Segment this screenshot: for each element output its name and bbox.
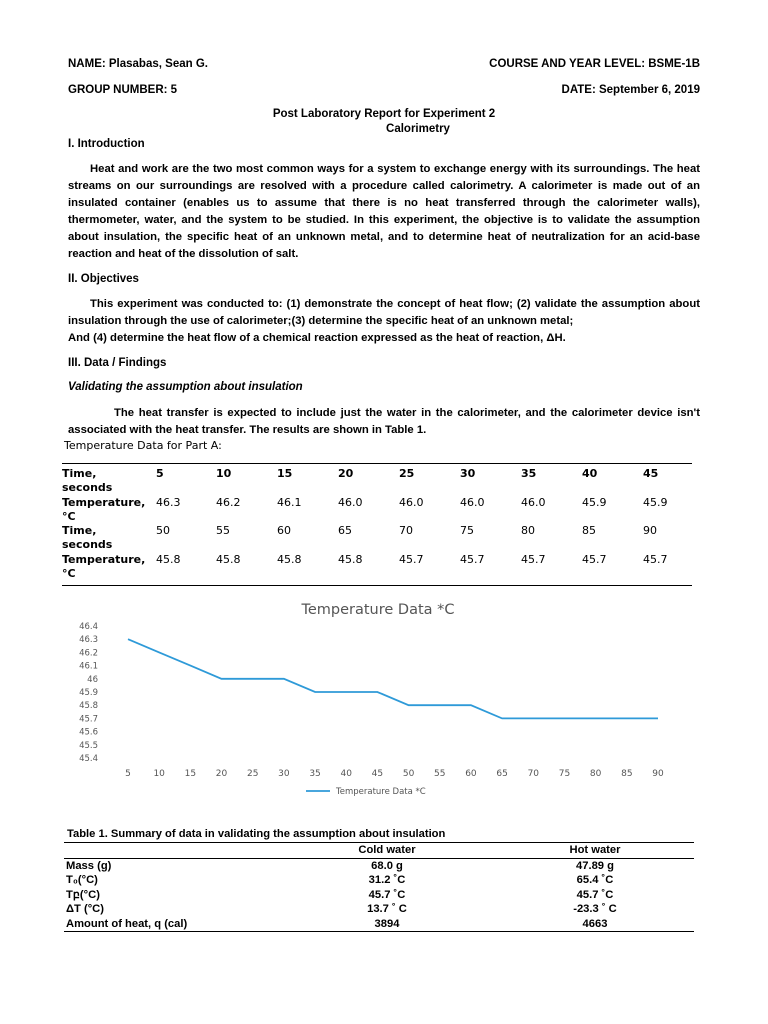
x-tick-label: 15 [184, 769, 197, 779]
table-cell: 46.0 [399, 496, 424, 509]
objectives-paragraph-2: And (4) determine the heat flow of a chemical reaction expressed as the heat of reaction, ΔH. [68, 332, 566, 344]
student-name: NAME: Plasabas, Sean G. [68, 58, 208, 70]
header-cell: Hot water [496, 843, 694, 859]
series-line [128, 639, 658, 718]
row-label: Temperature, °C [62, 553, 146, 580]
table-cell: 47.89 g [576, 859, 614, 872]
row-label: Amount of heat, q (cal) [64, 917, 278, 932]
table-row [64, 902, 694, 917]
objectives-paragraph: This experiment was conducted to: (1) demonstrate the concept of heat flow; (2) validate the assumption about insulation through the use of calorimeter;(3) determine the specific heat of an unknown metal; [68, 298, 700, 327]
y-tick-label: 46 [87, 674, 98, 685]
table-cell: 40 [582, 467, 598, 480]
intro-heading: I. Introduction [68, 138, 145, 150]
table-row [64, 873, 694, 888]
course-year-level: COURSE AND YEAR LEVEL: BSME-1B [489, 58, 700, 70]
table-cell: 45.7 ˚C [576, 888, 614, 901]
table-header-row [64, 843, 694, 859]
y-tick-label: 46.3 [79, 635, 98, 646]
table-cell: 4663 [496, 917, 694, 932]
table-cell: 60 [277, 524, 291, 537]
table-cell: 55 [216, 524, 230, 537]
table-cell: 10 [216, 467, 232, 480]
header-cell: Cold water [278, 843, 496, 859]
x-tick-label: 60 [465, 769, 477, 779]
row-label: Temperature, °C [62, 496, 146, 523]
table-cell: 46.0 [338, 496, 363, 509]
y-tick-label: 46.4 [79, 622, 98, 632]
y-tick-label: 45.6 [79, 727, 98, 738]
report-subtitle: Calorimetry [386, 123, 450, 135]
table-cell: 45.9 [582, 496, 607, 509]
table-cell: 45.8 [216, 553, 241, 566]
y-axis [79, 622, 98, 764]
table-cell: 90 [643, 524, 657, 537]
table-cell: 85 [582, 524, 596, 537]
table-cell: 45 [643, 467, 659, 480]
table-cell: 45.7 [460, 553, 485, 566]
validating-subheading: Validating the assumption about insulation [68, 381, 303, 393]
table-cell: 45.7 ˚C [368, 888, 406, 901]
x-tick-label: 70 [527, 769, 540, 779]
x-tick-label: 90 [652, 769, 664, 779]
summary-table-caption: Table 1. Summary of data in validating the assumption about insulation [67, 828, 446, 840]
temperature-data-table [62, 463, 692, 586]
table-cell: 45.8 [156, 553, 181, 566]
y-tick-label: 46.2 [79, 648, 98, 659]
table-cell: 46.2 [216, 496, 241, 509]
x-tick-label: 55 [434, 769, 446, 779]
x-tick-label: 80 [589, 769, 602, 779]
table-cell: 45.7 [643, 553, 668, 566]
table-cell: 31.2 ˚C [368, 874, 406, 886]
table-cell: 46.0 [521, 496, 546, 509]
row-label: T₀(°C) [66, 874, 98, 886]
header-cell [64, 843, 278, 859]
report-title: Post Laboratory Report for Experiment 2 [272, 108, 496, 120]
table-cell: 5 [156, 467, 164, 480]
y-tick-label: 45.4 [79, 754, 98, 764]
table-cell: 30 [460, 467, 476, 480]
table-cell: 68.0 g [371, 859, 403, 872]
table-cell: 50 [156, 524, 170, 537]
x-tick-label: 10 [153, 769, 165, 779]
x-tick-label: 40 [340, 769, 352, 779]
x-tick-label: 75 [558, 769, 571, 779]
x-tick-label: 35 [309, 769, 321, 779]
chart-title: Temperature Data *C [301, 602, 455, 618]
table-cell: 45.8 [277, 553, 302, 566]
table-cell: 45.7 [582, 553, 607, 566]
row-label: Tբ(°C) [66, 888, 100, 901]
table-cell: -23.3 ˚ C [573, 903, 617, 915]
table-cell: 3894 [278, 917, 496, 932]
table-row [64, 917, 694, 932]
table-cell: 70 [399, 524, 413, 537]
y-tick-label: 45.5 [79, 740, 98, 751]
table-cell: 80 [521, 524, 535, 537]
table-cell: 65 [338, 524, 352, 537]
report-date: DATE: September 6, 2019 [561, 84, 700, 96]
x-tick-label: 5 [125, 769, 131, 779]
table-cell: 45.7 [399, 553, 424, 566]
x-tick-label: 25 [246, 769, 259, 779]
table-row [62, 553, 692, 581]
y-tick-label: 45.9 [79, 688, 98, 698]
objectives-heading: II. Objectives [68, 273, 139, 285]
table-cell: 46.0 [460, 496, 485, 509]
table-cell: 45.9 [643, 496, 668, 509]
y-tick-label: 45.7 [79, 714, 98, 725]
table-cell: 45.7 [521, 553, 546, 566]
table-cell: 46.3 [156, 496, 181, 509]
table-row [62, 496, 692, 524]
temperature-chart [58, 596, 698, 806]
row-label: ΔT (°C) [66, 903, 104, 915]
row-label: Mass (g) [66, 859, 112, 872]
table-cell: 35 [521, 467, 537, 480]
x-tick-label: 65 [496, 769, 508, 779]
data-findings-heading: III. Data / Findings [68, 357, 167, 369]
table-cell: 25 [399, 467, 415, 480]
intro-paragraph: Heat and work are the two most common ways for a system to exchange energy with its surroundings. The heat streams on our surroundings are resolved with a procedure called calorimetry. A calorimeter is made out of an insulated container (enables us to assume that there is no heat transferred through the calorimeter walls), thermometer, water, and the system to be studied. In this experiment, the objective is to validate the assumption about insulation, the specific heat of an unknown metal, and to determine heat of neutralization for an acid-base reaction and heat of the dissolution of salt. [68, 163, 700, 260]
table-cell: 75 [460, 524, 474, 537]
table-row [62, 467, 692, 496]
summary-table [64, 842, 694, 932]
temperature-caption: Temperature Data for Part A: [64, 439, 222, 452]
legend-label: Temperature Data *C [336, 787, 426, 797]
x-axis [125, 769, 664, 779]
y-tick-label: 45.8 [79, 701, 98, 712]
table-cell: 46.1 [277, 496, 302, 509]
table-row [64, 858, 694, 873]
validating-paragraph: The heat transfer is expected to include just the water in the calorimeter, and the calorimeter device isn't associated with the heat transfer. The results are shown in Table 1. [68, 407, 700, 436]
x-tick-label: 85 [621, 769, 633, 779]
x-tick-label: 20 [215, 769, 228, 779]
group-number: GROUP NUMBER: 5 [68, 84, 178, 96]
table-cell: 65.4 ˚C [576, 874, 614, 886]
y-tick-label: 46.1 [79, 661, 98, 672]
table-cell: 20 [338, 467, 354, 480]
table-row [64, 888, 694, 903]
table-cell: 13.7 ˚ C [367, 903, 407, 915]
row-label: Time, seconds [62, 524, 113, 551]
x-tick-label: 30 [278, 769, 290, 779]
table-cell: 15 [277, 467, 293, 480]
x-tick-label: 45 [371, 769, 384, 779]
row-label: Time, seconds [62, 467, 113, 494]
x-tick-label: 50 [402, 769, 415, 779]
table-row [62, 524, 692, 553]
table-cell: 45.8 [338, 553, 363, 566]
